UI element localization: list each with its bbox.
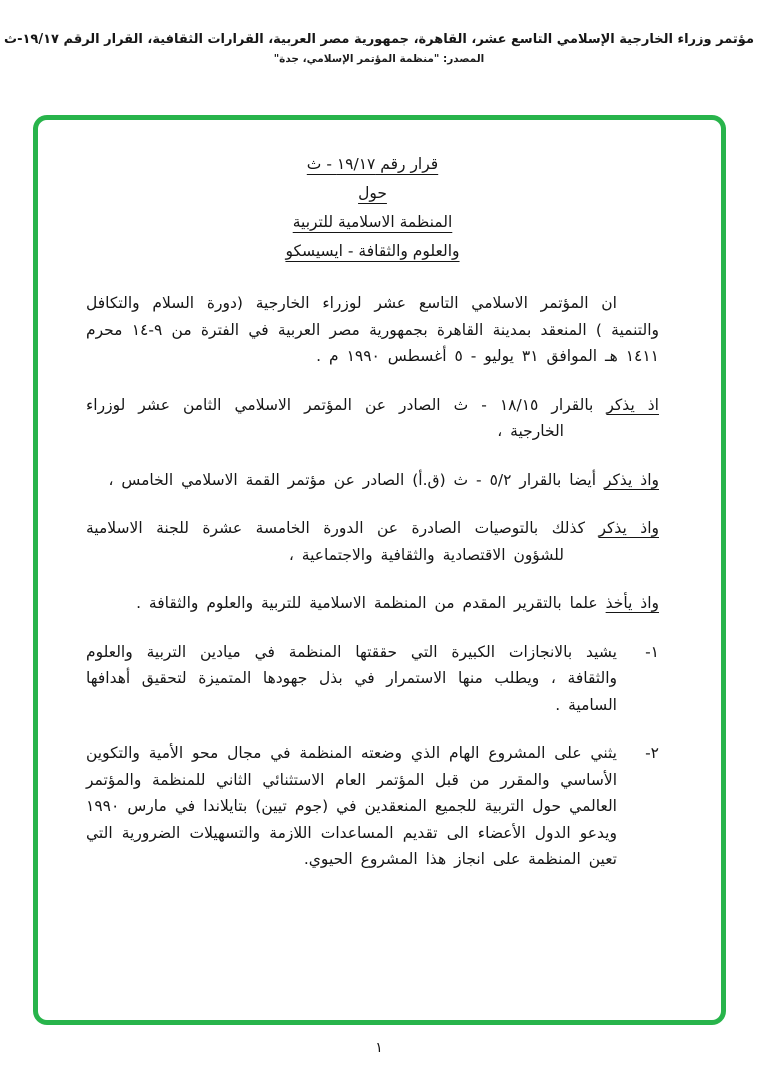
preamble-recall-paragraph-2 xyxy=(86,467,659,494)
preamble-note-paragraph xyxy=(86,590,659,617)
paragraph-text: بالقرار ١٨/١٥ - ث الصادر عن المؤتمر الاسلامي الثامن عشر لوزراء الخارجية ، xyxy=(86,395,607,440)
clause-lead: واذ يذكر xyxy=(603,470,659,489)
paragraph-text: ان المؤتمر الاسلامي التاسع عشر لوزراء الخارجية (دورة السلام والتكافل والتنمية ) المنعقد بمدينة القاهرة بجمهورية مصر العربية في الفترة من ٩-١٤ محرم ١٤١١ هـ الموافق ٣١ يوليو - ٥ أغسطس ١٩٩٠ م . xyxy=(86,294,660,365)
paragraph-text: كذلك بالتوصيات الصادرة عن الدورة الخامسة عشرة للجنة الاسلامية للشؤون الاقتصادية والثقافية والاجتماعية ، xyxy=(86,519,599,564)
item-text: يثني على المشروع الهام الذي وضعته المنظمة في مجال محو الأمية والتكوين الأساسي والمقرر من قبل المؤتمر العام الاستثنائي الثاني للمنظمة والمؤتمر العالمي حول التربية للجميع المنعقدين في (جوم تيين) بتايلاندا في مارس ١٩٩٠ ويدعو الدول الأعضاء الى تقديم المساعدات اللازمة والتسهيلات الضرورية التي تعين المنظمة على انجاز هذا المشروع الحيوي. xyxy=(86,744,617,868)
operative-item-2 xyxy=(86,740,659,873)
clause-lead: اذ يذكر xyxy=(606,395,659,414)
document-frame xyxy=(33,115,726,1025)
title-line-resolution-number: قرار رقم ١٩/١٧ - ث xyxy=(306,155,439,173)
source-line xyxy=(0,53,758,65)
source-label: المصدر: xyxy=(443,53,485,65)
document-header xyxy=(0,0,758,65)
preamble-recall-paragraph-3 xyxy=(86,515,659,568)
source-value: "منظمة المؤتمر الإسلامي، جدة" xyxy=(273,53,440,65)
title-line-about: حول xyxy=(358,184,387,202)
operative-item-1 xyxy=(86,639,659,719)
item-text: يشيد بالانجازات الكبيرة التي حققتها المنظمة في ميادين التربية والعلوم والثقافة ، ويطلب منها الاستمرار في بذل جهودها المتميزة لتحقيق أهدافها السامية . xyxy=(86,642,617,714)
clause-lead: واذ يذكر xyxy=(598,519,659,537)
item-number: ١- xyxy=(645,642,659,661)
header-citation: مؤتمر وزراء الخارجية الإسلامي التاسع عشر، القاهرة، جمهورية مصر العربية، القرارات الثقافية، القرار الرقم ١٩/١٧-ث xyxy=(4,32,754,47)
resolution-title xyxy=(86,150,659,266)
paragraph-text: أيضا بالقرار ٥/٢ - ث (ق.أ) الصادر عن مؤتمر القمة الاسلامي الخامس ، xyxy=(108,470,604,489)
clause-lead: واذ يأخذ xyxy=(605,594,659,612)
title-line-organization-2: والعلوم والثقافة - ايسيسكو xyxy=(285,242,460,260)
item-number: ٢- xyxy=(645,744,659,762)
preamble-opening-paragraph xyxy=(86,290,659,370)
title-line-organization-1: المنظمة الاسلامية للتربية xyxy=(292,213,453,231)
page-number: ١ xyxy=(375,1040,383,1056)
preamble-recall-paragraph-1 xyxy=(86,392,659,445)
paragraph-text: علما بالتقرير المقدم من المنظمة الاسلامية للتربية والعلوم والثقافة . xyxy=(136,594,606,612)
